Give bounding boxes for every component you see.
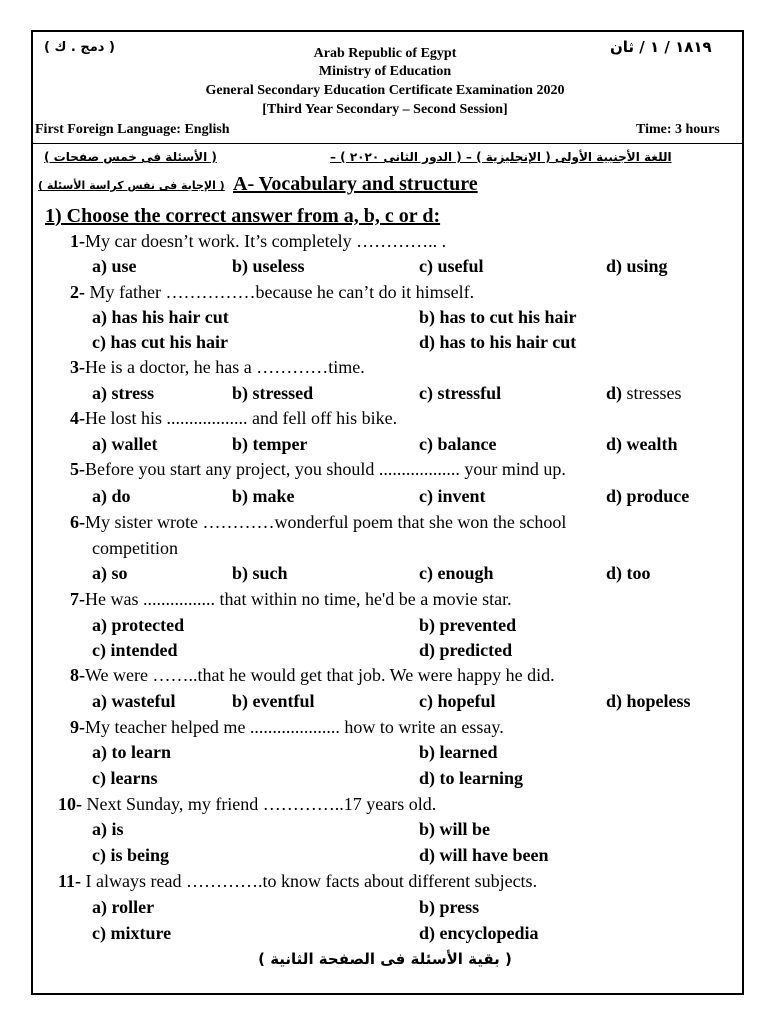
question-number: 5- [70,459,85,479]
exam-title: General Secondary Education Certificate Examination 2020 [205,83,565,98]
option: d) produce [606,486,690,506]
option: c) invent [419,486,486,506]
question-text: My teacher helped me .................... how to write an essay. [85,717,504,737]
subject-arabic: اللغة الأجنبية الأولى ( الإنجليزية ) – ( الدور الثانى ٢٠٢٠ ) – [330,150,672,164]
question-text: I always read ………….to know facts about different subjects. [81,871,538,891]
exam-session: [Third Year Secondary – Second Session] [262,102,508,117]
option-letter: d) [606,383,623,403]
option: a) is [92,819,124,839]
question-number: 4- [70,408,85,428]
option: a) so [92,563,128,583]
question [70,717,504,738]
option: b) make [232,486,295,506]
option: d) to learning [419,768,524,788]
option: a) use [92,256,137,276]
option: b) temper [232,434,308,454]
option: b) stressed [232,383,314,403]
question-text: We were ……..that he would get that job. We were happy he did. [85,665,555,685]
question [58,794,436,815]
question-text: Before you start any project, you should .................. your mind up. [85,459,566,479]
option: c) learns [92,768,158,788]
question [70,282,474,303]
question [70,512,566,533]
question-number: 7- [70,589,85,609]
option [606,383,682,404]
question-number: 10- [58,794,82,814]
option: a) stress [92,383,155,403]
question-number: 6- [70,512,85,532]
merged-note: ( دمج . ك ) [44,40,115,55]
option: a) do [92,486,131,506]
option: b) press [419,897,480,917]
question-text: He lost his .................. and fell off his bike. [85,408,398,428]
part-title: 1) Choose the correct answer from a, b, c or d: [45,205,441,227]
option: c) balance [419,434,497,454]
option: a) roller [92,897,155,917]
option: a) wasteful [92,691,176,711]
option: b) such [232,563,288,583]
option: a) has his hair cut [92,307,229,327]
question-number: 11- [58,871,82,891]
question-number: 3- [70,357,85,377]
question [70,408,397,429]
question [70,357,365,378]
question-number: 1- [70,231,85,251]
option: b) eventful [232,691,315,711]
question-number: 9- [70,717,85,737]
question-number: 2- [70,282,85,302]
option: c) mixture [92,923,172,943]
section-title: A- Vocabulary and structure [233,173,478,195]
question-text: He was ................ that within no time, he'd be a movie star. [85,589,512,609]
question-text-continued: competition [92,538,178,558]
question-text: My father ……………because he can’t do it himself. [85,282,475,302]
country-name: Arab Republic of Egypt [313,46,457,61]
option: b) useless [232,256,305,276]
question-text: He is a doctor, he has a …………time. [85,357,365,377]
header-divider [33,143,742,144]
option: d) using [606,256,668,276]
option: b) has to cut his hair [419,307,577,327]
subject-label: First Foreign Language: English [35,122,230,137]
option: d) wealth [606,434,678,454]
option: b) learned [419,742,498,762]
question-text: My car doesn’t work. It’s completely ………….. . [85,231,447,251]
option: c) useful [419,256,484,276]
question-text: My sister wrote …………wonderful poem that she won the school [85,512,567,532]
question [70,665,555,686]
pages-note-arabic: ( الأسئلة فى خمس صفحات ) [44,150,217,164]
question [70,589,512,610]
option: b) will be [419,819,491,839]
question [70,459,566,480]
option: c) is being [92,845,170,865]
option: d) has to his hair cut [419,332,577,352]
option: d) predicted [419,640,513,660]
continued-note-arabic: ( بقية الأسئلة فى الصفحة الثانية ) [258,950,512,968]
ministry-name: Ministry of Education [318,64,452,79]
exam-code: ١٨١٩ / ١ / ثان [610,38,712,56]
answer-note-arabic: ( الإجابة فى نفس كراسة الأسئلة ) [38,179,225,192]
question [58,871,537,892]
question-number: 8- [70,665,85,685]
option: d) will have been [419,845,549,865]
option: c) has cut his hair [92,332,229,352]
option: b) prevented [419,615,517,635]
option: d) encyclopedia [419,923,539,943]
question-text: Next Sunday, my friend …………..17 years old. [82,794,437,814]
option: d) too [606,563,651,583]
time-label: Time: 3 hours [636,122,720,137]
option: a) wallet [92,434,158,454]
option: c) intended [92,640,178,660]
option: a) protected [92,615,185,635]
option: c) hopeful [419,691,496,711]
question [70,231,446,252]
option: c) stressful [419,383,502,403]
option: c) enough [419,563,494,583]
option: d) hopeless [606,691,691,711]
option-text: stresses [622,383,682,403]
option: a) to learn [92,742,171,762]
